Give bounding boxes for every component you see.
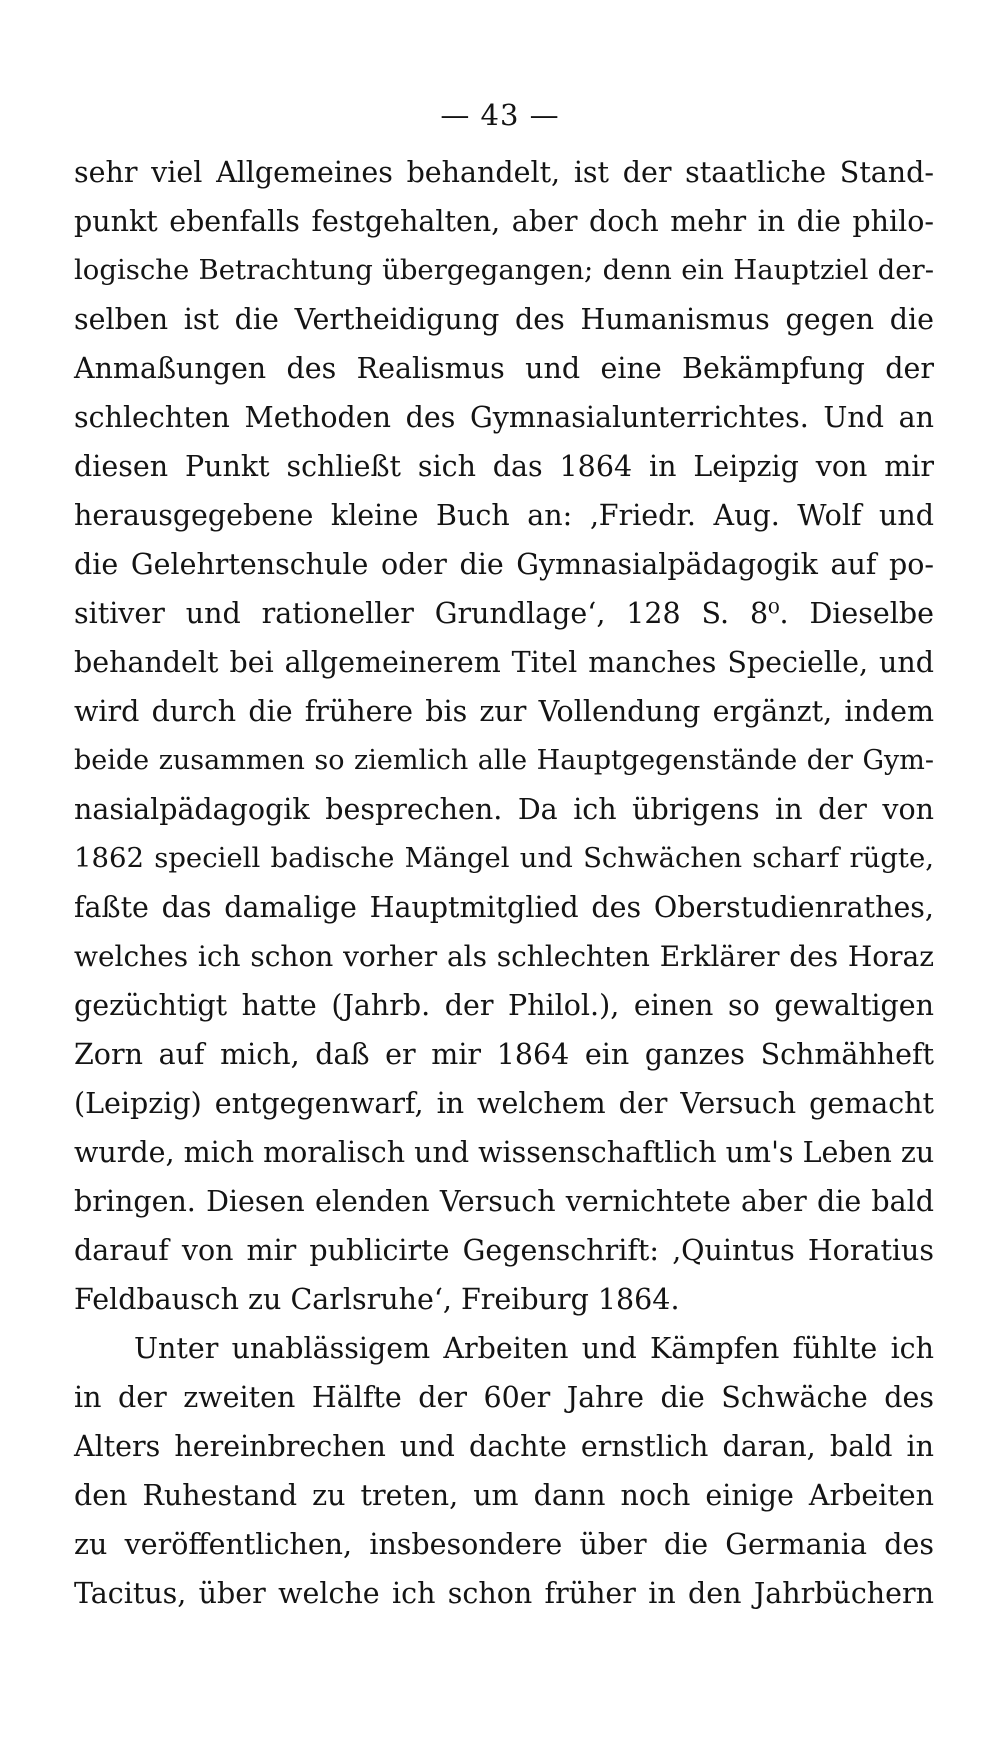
paragraph bbox=[74, 1324, 934, 1618]
text-line: wurde, mich moralisch und wissenschaftlich um's Leben zu bbox=[74, 1136, 935, 1169]
text-line: Zorn auf mich, daß er mir 1864 ein ganzes Schmähheft bbox=[74, 1038, 934, 1071]
text-line: nasialpädagogik besprechen. Da ich übrigens in der von bbox=[74, 793, 934, 826]
text-line: faßte das damalige Hauptmitglied des Oberstudienrathes, bbox=[74, 891, 934, 924]
text-line: 1862 speciell badische Mängel und Schwächen scharf rügte, bbox=[74, 842, 934, 874]
text-line: welches ich schon vorher als schlechten Erklärer des Horaz bbox=[74, 940, 934, 973]
text-line: (Leipzig) entgegenwarf, in welchem der Versuch gemacht bbox=[74, 1087, 934, 1120]
text-line: bringen. Diesen elenden Versuch vernichtete aber die bald bbox=[74, 1185, 934, 1218]
text-line: beide zusammen so ziemlich alle Hauptgegenstände der Gym- bbox=[74, 745, 934, 776]
text-line: behandelt bei allgemeinerem Titel manches Specielle, und bbox=[74, 646, 934, 679]
text-line: Anmaßungen des Realismus und eine Bekämpfung der bbox=[74, 352, 934, 385]
text-line: Alters hereinbrechen und dachte ernstlich daran, bald in bbox=[74, 1430, 934, 1463]
page-number: — 43 — bbox=[440, 98, 560, 132]
text-line: Tacitus, über welche ich schon früher in den Jahrbüchern bbox=[74, 1577, 934, 1610]
text-line: zu veröffentlichen, insbesondere über die Germania des bbox=[74, 1528, 934, 1561]
text-line: die Gelehrtenschule oder die Gymnasialpädagogik auf po- bbox=[74, 548, 934, 581]
paragraph bbox=[74, 148, 934, 1324]
text-line: logische Betrachtung übergegangen; denn ein Hauptziel der- bbox=[74, 254, 934, 286]
text-line: den Ruhestand zu treten, um dann noch einige Arbeiten bbox=[74, 1479, 934, 1512]
text-line: darauf von mir publicirte Gegenschrift: ‚Quintus Horatius bbox=[74, 1234, 934, 1267]
text-line: wird durch die frühere bis zur Vollendung ergänzt, indem bbox=[74, 695, 934, 728]
text-line: schlechten Methoden des Gymnasialunterrichtes. Und an bbox=[74, 401, 934, 434]
text-line: gezüchtigt hatte (Jahrb. der Philol.), einen so gewaltigen bbox=[74, 989, 934, 1022]
text-line: in der zweiten Hälfte der 60er Jahre die Schwäche des bbox=[74, 1381, 934, 1414]
text-line: selben ist die Vertheidigung des Humanismus gegen die bbox=[74, 303, 934, 336]
text-line: diesen Punkt schließt sich das 1864 in Leipzig von mir bbox=[74, 450, 934, 483]
text-line: Feldbausch zu Carlsruhe‘, Freiburg 1864. bbox=[74, 1283, 680, 1316]
text-line: Unter unablässigem Arbeiten und Kämpfen fühlte ich bbox=[134, 1332, 934, 1365]
text-line: sitiver und rationeller Grundlage‘, 128 S. 8⁰. Dieselbe bbox=[74, 597, 934, 630]
text-line: herausgegebene kleine Buch an: ‚Friedr. Aug. Wolf und bbox=[74, 499, 934, 532]
text-line: sehr viel Allgemeines behandelt, ist der staatliche Stand- bbox=[74, 156, 934, 189]
text-line: punkt ebenfalls festgehalten, aber doch mehr in die philo- bbox=[74, 205, 934, 238]
body-text bbox=[74, 148, 934, 1618]
